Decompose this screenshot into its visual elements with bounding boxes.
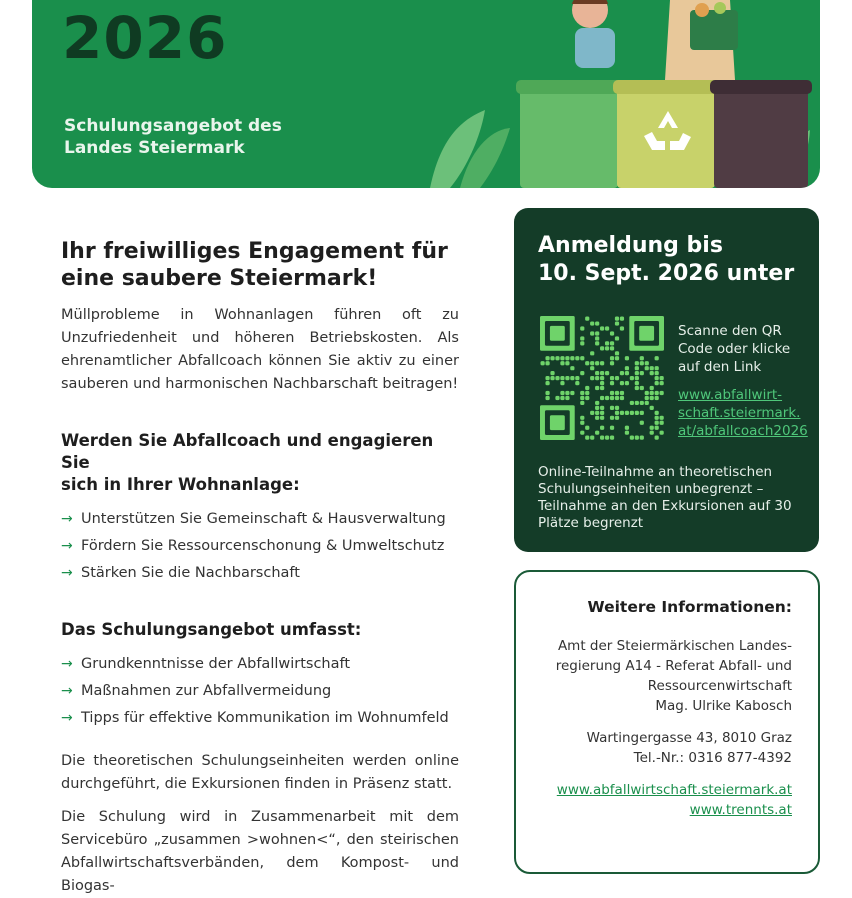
info-phone: Tel.-Nr.: 0316 877-4392 [633,750,792,766]
engage-heading-line: sich in Ihrer Wohnanlage: [61,475,300,494]
hero-year: 2026 [62,4,228,72]
info-organisation [542,636,792,716]
list-item-text: Tipps für effektive Kommunikation im Wohnumfeld [81,710,449,726]
hero-subtitle [64,115,282,159]
training-paragraph-partners: Die Schulung wird in Zusammenarbeit mit dem Servicebüro „zusammen >wohnen<“, den steirischen Abfallwirtschaftsverbänden, dem Kompost- und Biogas- [61,809,459,894]
list-item [61,560,459,587]
list-item [61,705,459,732]
hero-banner [32,0,820,188]
intro-paragraph: Müllprobleme in Wohnanlagen führen oft zu Unzufriedenheit und höheren Betriebskosten. Als ehrenamtlicher Abfallcoach können Sie aktiv zu einer sauberen und harmonischen Nachbarschaft beitragen! [61,307,459,392]
training-heading: Das Schulungsangebot umfasst: [61,620,362,639]
arrow-right-icon: → [61,656,73,672]
registration-link[interactable] [678,386,813,440]
registration-title [538,232,794,288]
list-item [61,506,459,533]
intro-heading-line: eine saubere Steiermark! [61,266,378,291]
list-item-text: Fördern Sie Ressourcenschonung & Umweltschutz [81,538,445,554]
registration-title-line: Anmeldung bis [538,233,723,258]
registration-box [514,208,819,552]
registration-link-line[interactable]: www.abfallwirt- [678,387,783,403]
list-item-text: Unterstützen Sie Gemeinschaft & Hausverwaltung [81,511,446,527]
info-contact-person: Mag. Ulrike Kabosch [655,698,792,714]
registration-link-line[interactable]: schaft.steiermark. [678,405,801,421]
info-address [587,728,792,768]
intro-heading-line: Ihr freiwilliges Engagement für [61,239,448,264]
arrow-right-icon: → [61,538,73,554]
arrow-right-icon: → [61,511,73,527]
registration-link-line[interactable]: at/abfallcoach2026 [678,423,808,439]
link-abfallwirtschaft[interactable]: www.abfallwirtschaft.steiermark.at [556,782,792,798]
list-item-text: Maßnahmen zur Abfallvermeidung [81,683,332,699]
arrow-right-icon: → [61,565,73,581]
info-title: Weitere Informationen: [587,598,792,616]
engage-heading-line: Werden Sie Abfallcoach und engagieren Sie [61,431,434,472]
list-item [61,533,459,560]
recycling-illustration [390,0,820,188]
arrow-right-icon: → [61,710,73,726]
list-item [61,651,459,678]
intro-heading [61,238,459,292]
engage-list [61,506,459,587]
info-links [557,780,792,820]
participation-note: Online-Teilnahme an theoretischen Schulungseinheiten unbegrenzt – Teilnahme an den Exkursionen auf 30 Plätze begrenzt [538,464,792,531]
qr-code[interactable] [540,316,664,440]
main-content [61,238,459,898]
info-organisation-line: regierung A14 - Referat Abfall- und [555,658,792,674]
link-trennts[interactable]: www.trennts.at [689,802,792,818]
info-organisation-line: Ressourcenwirtschaft [647,678,792,694]
info-organisation-line: Amt der Steiermärkischen Landes- [557,638,792,654]
list-item-text: Stärken Sie die Nachbarschaft [81,565,300,581]
registration-title-line: 10. Sept. 2026 unter [538,261,795,286]
training-list [61,651,459,732]
hero-subtitle-line: Landes Steiermark [64,138,245,158]
training-paragraph-online: Die theoretischen Schulungseinheiten werden online durchgeführt, die Exkursionen finden in Präsenz statt. [61,753,459,792]
info-street: Wartingergasse 43, 8010 Graz [586,730,792,746]
list-item-text: Grundkenntnisse der Abfallwirtschaft [81,656,351,672]
arrow-right-icon: → [61,683,73,699]
scan-instruction: Scanne den QR Code oder klicke auf den Link [678,323,791,375]
engage-heading [61,430,459,496]
hero-subtitle-line: Schulungsangebot des [64,116,282,136]
info-box [514,570,820,874]
list-item [61,678,459,705]
